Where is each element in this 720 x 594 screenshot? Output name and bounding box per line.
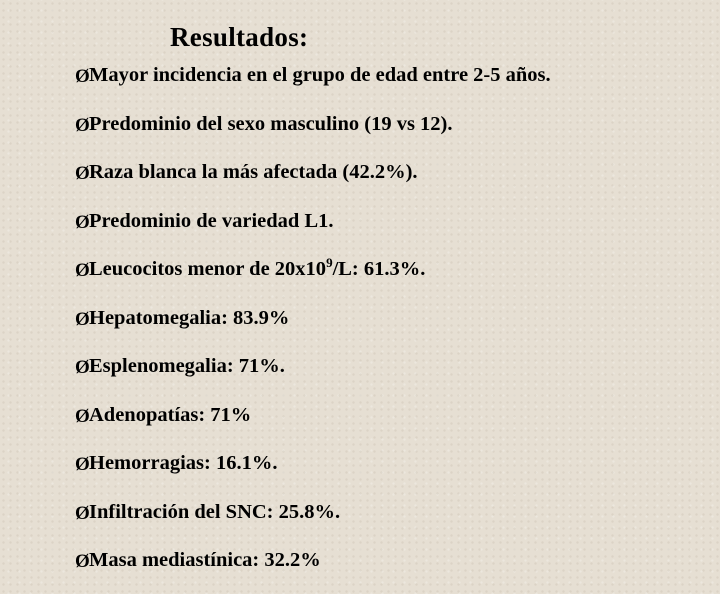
list-item [75, 400, 551, 449]
arrow-bullet-icon: Ø [75, 211, 90, 233]
list-item-text: Predominio del sexo masculino (19 vs 12). [89, 112, 453, 135]
list-item-text [89, 254, 425, 284]
list-item-text: Masa mediastínica: 32.2% [89, 549, 321, 571]
arrow-bullet-icon: Ø [75, 308, 90, 330]
list-item [75, 157, 551, 206]
list-item [75, 254, 551, 303]
list-item-text: Mayor incidencia en el grupo de edad entre 2-5 años. [89, 64, 551, 86]
arrow-bullet-icon: Ø [75, 405, 90, 427]
arrow-bullet-icon: Ø [75, 163, 90, 184]
list-item-text: Hemorragias: 16.1%. [89, 452, 278, 474]
list-item [75, 303, 551, 352]
list-item-text: Predominio de variedad L1. [89, 209, 334, 232]
list-item [75, 448, 551, 497]
list-item-text: Raza blanca la más afectada (42.2%). [89, 161, 418, 183]
superscript: 9 [326, 255, 333, 270]
list-item [75, 351, 551, 400]
list-item-text-part: /L: 61.3%. [332, 258, 426, 280]
list-item [75, 60, 551, 109]
arrow-bullet-icon: Ø [75, 260, 90, 281]
list-item [75, 497, 551, 546]
list-item [75, 206, 551, 255]
arrow-bullet-icon: Ø [75, 454, 90, 475]
arrow-bullet-icon: Ø [75, 66, 90, 87]
slide-title: Resultados: [170, 22, 309, 52]
arrow-bullet-icon: Ø [75, 114, 90, 136]
list-item-text-part: Leucocitos menor de 20x10 [89, 258, 327, 280]
arrow-bullet-icon: Ø [75, 502, 90, 524]
list-item [75, 109, 551, 158]
list-item-text: Infiltración del SNC: 25.8%. [89, 500, 341, 523]
list-item [75, 545, 551, 594]
list-item-text: Adenopatías: 71% [89, 403, 252, 426]
results-list [75, 60, 551, 594]
arrow-bullet-icon: Ø [75, 357, 90, 378]
list-item-text: Esplenomegalia: 71%. [89, 355, 285, 377]
arrow-bullet-icon: Ø [75, 551, 90, 572]
list-item-text: Hepatomegalia: 83.9% [89, 306, 290, 329]
